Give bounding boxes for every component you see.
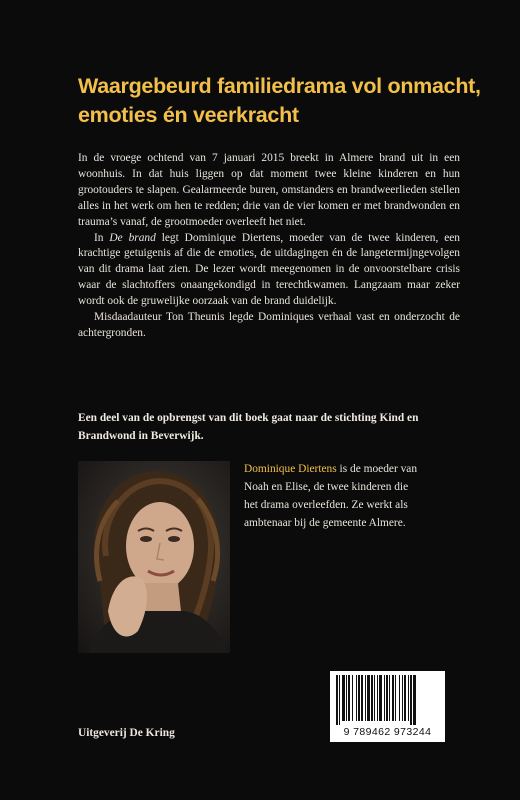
barcode-bar <box>395 675 396 721</box>
author-bio-line-1-rest: is de moeder van <box>336 463 418 475</box>
barcode-bar <box>361 675 363 721</box>
headline <box>78 72 481 130</box>
barcode-bar <box>384 675 385 721</box>
author-bio-line-2: Noah en Elise, de twee kinderen die <box>244 481 409 493</box>
barcode-bar <box>367 675 370 721</box>
headline-line-2: emoties én veerkracht <box>78 103 299 127</box>
author-name: Dominique Diertens <box>244 463 337 475</box>
barcode-bar <box>356 675 357 721</box>
barcode-bar <box>404 675 406 721</box>
barcode-bar <box>336 675 338 725</box>
barcode-bar <box>408 675 409 721</box>
barcode-bar <box>413 675 416 725</box>
barcode-bar <box>342 675 345 721</box>
blurb <box>78 151 460 342</box>
barcode-bar <box>399 675 400 721</box>
barcode-bar <box>410 675 412 725</box>
barcode-bar <box>386 675 388 721</box>
barcode-bar <box>402 675 403 721</box>
barcode-bar <box>374 675 375 721</box>
barcode-bar <box>377 675 378 721</box>
author-bio <box>244 460 469 532</box>
book-title: De brand <box>109 231 156 244</box>
barcode <box>330 671 445 742</box>
blurb-paragraph-2-rest: legt Dominique Diertens, moeder van de twee kinderen, een krachtige getuigenis af die de emoties, de uitdagingen én de langetermijngevolgen van dit drama laat zien. De lezer wordt meegenomen in de onvoorstelbare crisis waar de slachtoffers onaangekondigd in terechtkwamen. Langzaam maar zeker wordt ook de gruwelijke oorzaak van de brand duidelijk. <box>78 231 461 308</box>
publisher-name: Uitgeverij De Kring <box>78 727 175 739</box>
charity-note-line-1: Een deel van de opbrengst van dit boek gaat naar de stichting Kind en <box>78 412 419 424</box>
author-bio-line-1 <box>244 460 469 478</box>
barcode-bar <box>358 675 360 721</box>
blurb-paragraph-1: In de vroege ochtend van 7 januari 2015 breekt in Almere brand uit in een woonhuis. In dat huis liggen op dat moment twee kleine kinderen en hun grootouders te slapen. Gealarmeerde buren, omstanders en brandweerlieden stellen alles in het werk om hen te redden; drie van de vier komen er met brandwonden en trauma’s vanaf, de grootmoeder overleeft het niet. <box>78 152 460 228</box>
barcode-bar <box>348 675 350 721</box>
blurb-paragraph-2 <box>78 231 460 311</box>
author-bio-line-4: ambtenaar bij de gemeente Almere. <box>244 517 406 529</box>
author-portrait <box>78 461 230 653</box>
charity-note-line-2: Brandwond in Beverwijk. <box>78 430 204 442</box>
author-bio-line-3: het drama overleefden. Ze werkt als <box>244 499 408 511</box>
blurb-paragraph-3: Misdaadauteur Ton Theunis legde Dominiques verhaal vast en onderzocht de achtergronden. <box>78 311 460 339</box>
barcode-bar <box>389 675 390 721</box>
barcode-bars <box>336 675 439 725</box>
author-photo <box>78 461 230 653</box>
blurb-paragraph-2-prefix: In <box>94 231 110 244</box>
barcode-bar <box>371 675 373 721</box>
charity-note <box>78 409 460 445</box>
headline-line-1: Waargebeurd familiedrama vol onmacht, <box>78 74 481 98</box>
barcode-bar <box>339 675 340 725</box>
barcode-bar <box>352 675 353 721</box>
isbn-number: 9 789462 973244 <box>343 726 432 738</box>
barcode-bar <box>392 675 394 721</box>
barcode-bar <box>346 675 347 721</box>
barcode-bar <box>365 675 366 721</box>
barcode-bar <box>379 675 382 721</box>
